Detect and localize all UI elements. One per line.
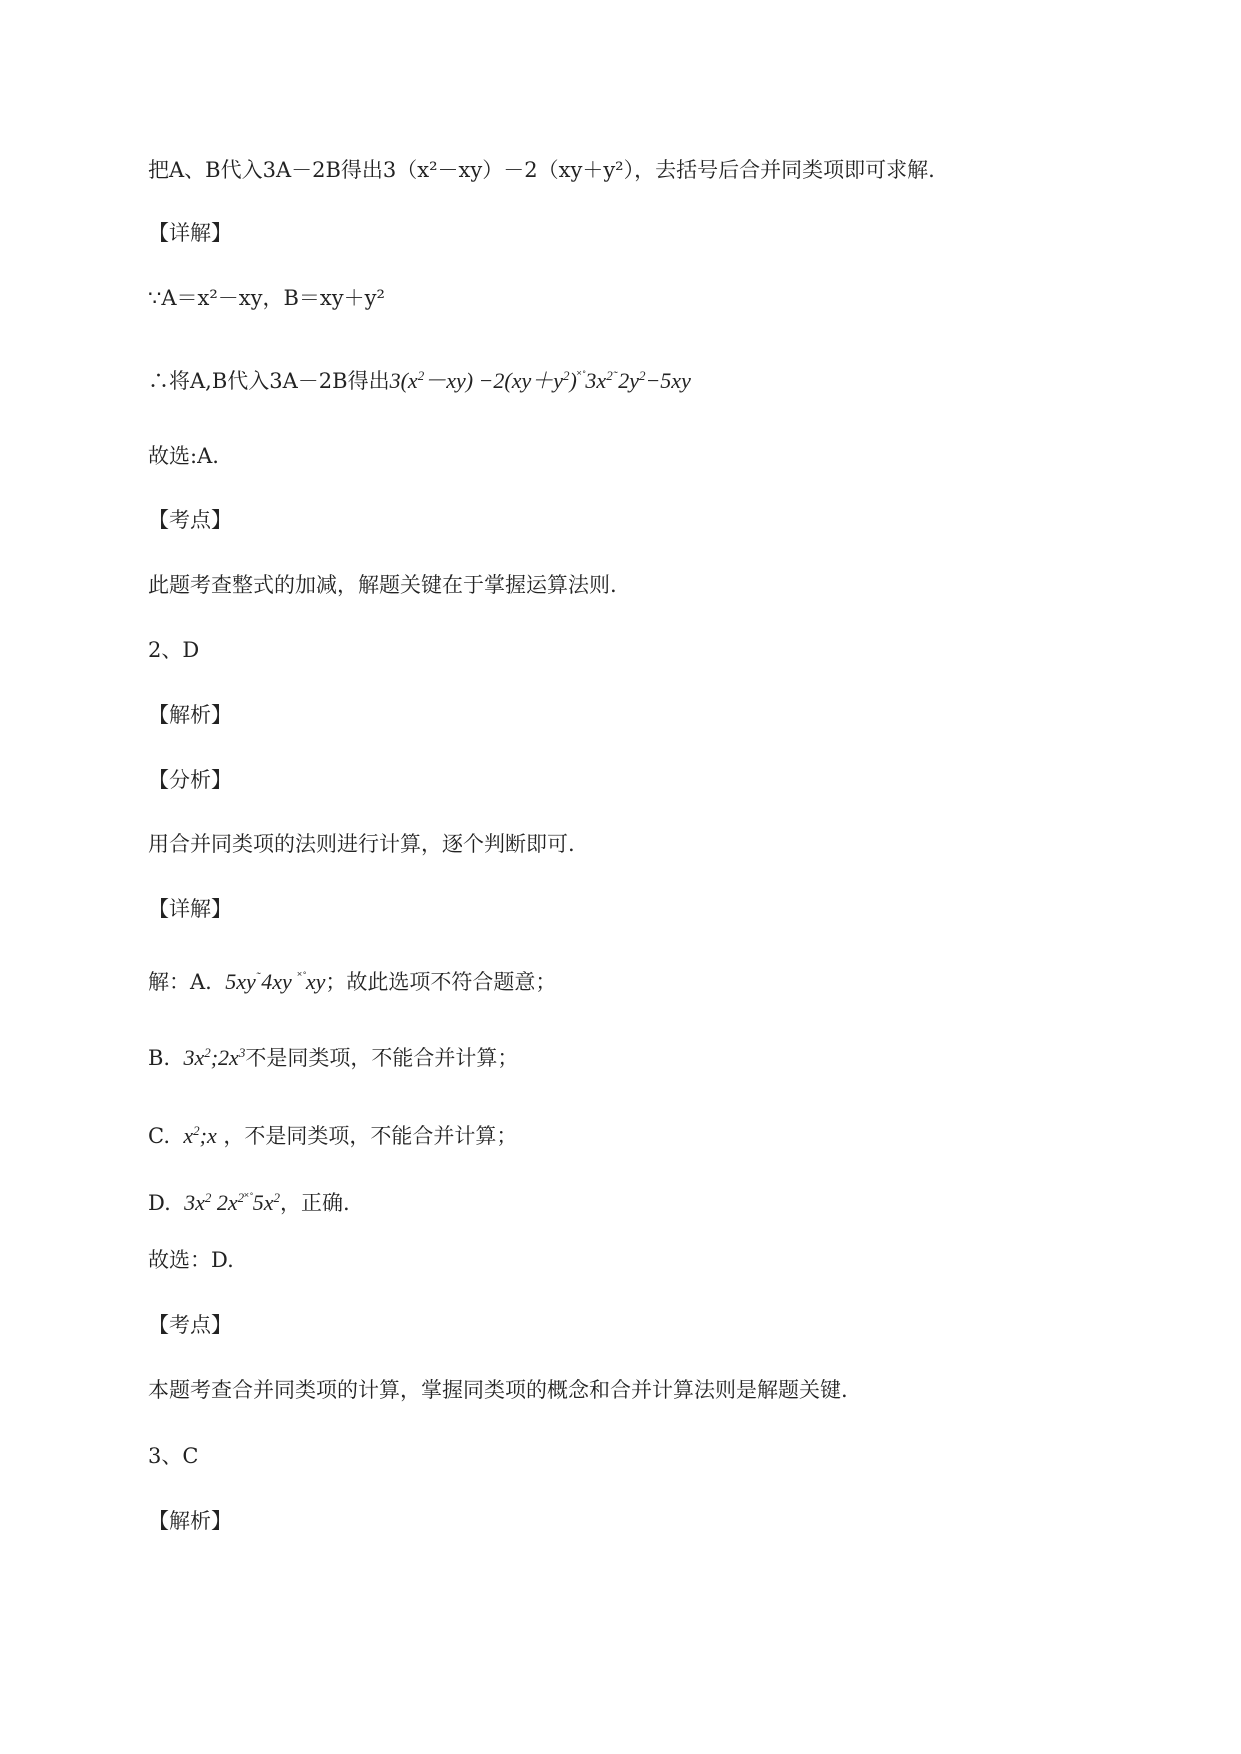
text-line-option-b: B. $3x^2;2x^3$不是同类项，不能合并计算； — [148, 1045, 519, 1070]
text-line-topic-1: 此题考查整式的加减，解题关键在于掌握运算法则. — [148, 573, 617, 597]
option-a-formula: 5xy 4xy ˟˚xy — [225, 969, 326, 994]
text-line-option-c: C. $x^2;x$ ，不是同类项，不能合并计算； — [148, 1123, 518, 1148]
option-d-formula: $3x^2$ $2x^{2˟˚}5x^2$ — [184, 1190, 280, 1215]
text-line-option-d: D. $3x^2$ $2x^{2˟˚}5x^2$，正确. — [148, 1190, 350, 1215]
text-line-answer-a: 故选:A. — [148, 444, 219, 468]
question-number-2: 2、D — [148, 638, 200, 662]
option-c-formula: $x^2;x$ — [183, 1123, 217, 1148]
section-heading-analysis: 【解析】 — [148, 703, 232, 727]
text-line-given: ∵A＝x²－xy，B＝xy＋y² — [148, 286, 385, 310]
substitution-prefix: ∴将A,B代入3A－2B得出 — [148, 369, 390, 393]
section-heading-analysis-2: 【解析】 — [148, 1509, 232, 1533]
text-line-topic-2: 本题考查合并同类项的计算，掌握同类项的概念和合并计算法则是解题关键. — [148, 1378, 848, 1402]
section-heading-breakdown: 【分析】 — [148, 768, 232, 792]
substitution-formula: $3(x^2-xy) -2(xy+y^2)^{˟˚}3x^{2̃}$ $2y^2-5xy$ — [389, 368, 691, 393]
text-line-substitution — [148, 361, 691, 395]
option-b-formula: $3x^2;2x^3$ — [183, 1045, 246, 1070]
text-line-method: 用合并同类项的法则进行计算，逐个判断即可. — [148, 832, 575, 856]
section-heading-topic: 【考点】 — [148, 508, 232, 532]
section-heading-topic-2: 【考点】 — [148, 1313, 232, 1337]
text-line-option-a: 解：A. 5xy 4xy ˟˚xy；故此选项不符合题意； — [148, 969, 557, 994]
text-line-answer-d: 故选：D. — [148, 1248, 234, 1272]
text-line-hint: 把A、B代入3A－2B得出3（x²－xy）－2（xy＋y²），去括号后合并同类项即可求解. — [148, 158, 935, 182]
section-heading-detail: 【详解】 — [148, 221, 232, 245]
section-heading-detail-2: 【详解】 — [148, 897, 232, 921]
question-number-3: 3、C — [148, 1444, 199, 1468]
